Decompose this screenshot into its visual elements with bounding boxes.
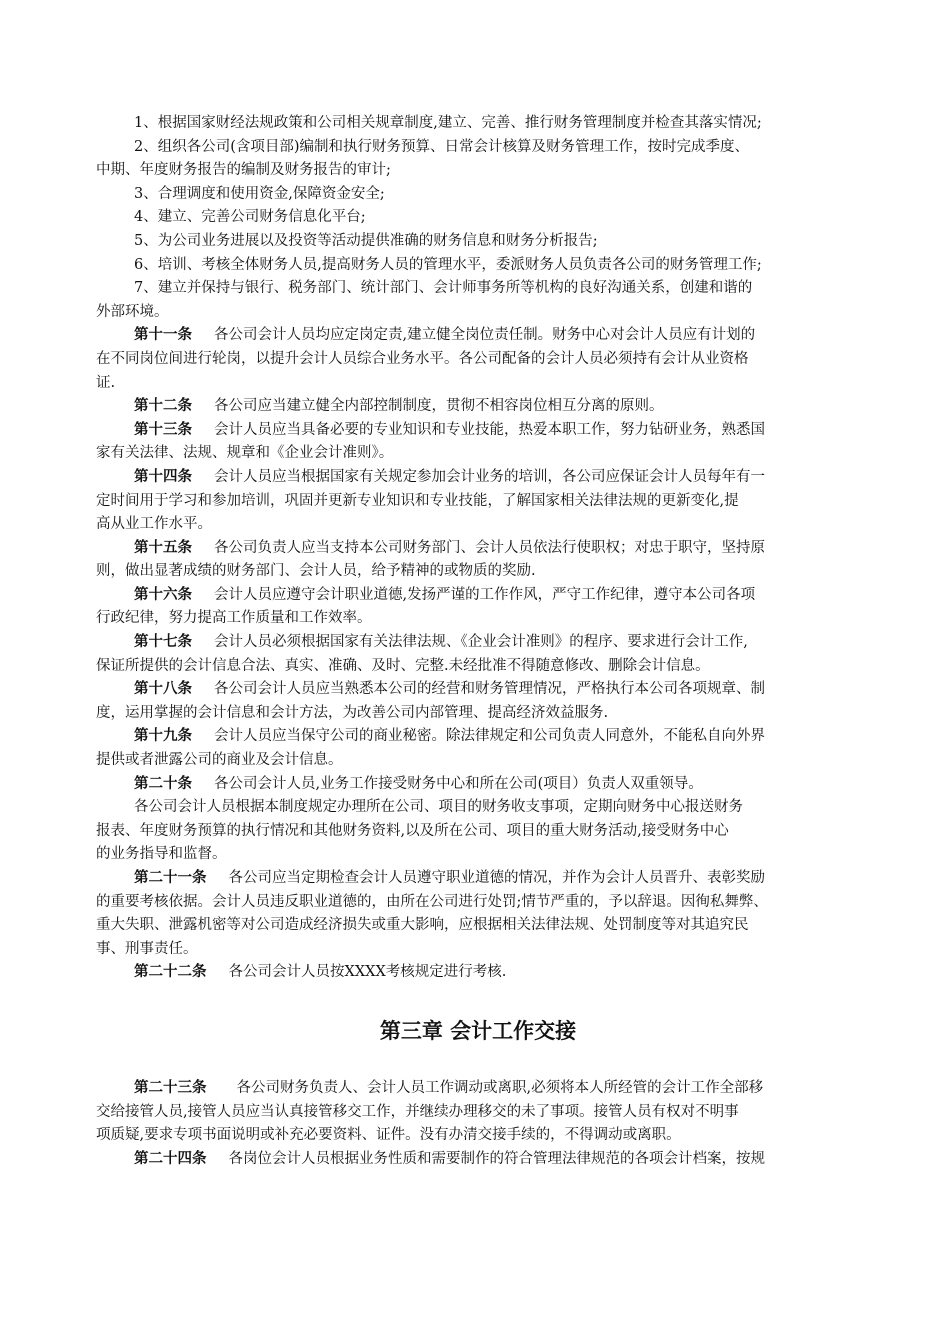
article-16 [96,584,860,608]
paragraph: 各公司会计人员根据本制度规定办理所在公司、项目的财务收支事项，定期向财务中心报送财务 [134,799,743,816]
article-12 [96,395,860,419]
article-text: 提供或者泄露公司的商业及会计信息。 [96,752,343,769]
article-21 [96,867,860,891]
article-label: 第十七条 [134,634,192,651]
list-item-cont: 外部环境。 [96,303,169,320]
list-item: 6、培训、考核全体财务人员,提高财务人员的管理水平，委派财务人员负责各公司的财务管理工作; [134,256,762,273]
article-text: 各公司会计人员按XXXX考核规定进行考核. [228,964,507,981]
article-text: 项质疑,要求专项书面说明或补充必要资料、证件。没有办清交接手续的，不得调动或离职。 [96,1127,681,1144]
article-text: 各公司会计人员均应定岗定责,建立健全岗位责任制。财务中心对会计人员应有计划的 [214,327,756,344]
chapter-title: 第三章 会计工作交接 [379,1018,577,1043]
article-text: 的重要考核依据。会计人员违反职业道德的，由所在公司进行处罚;情节严重的，予以辞退。因徇私舞弊、 [96,893,768,910]
article-text: 各公司财务负责人、会计人员工作调动或离职,必须将本人所经管的会计工作全部移 [236,1079,764,1096]
article-text: 会计人员应当根据国家有关规定参加会计业务的培训，各公司应保证会计人员每年有一 [214,468,765,485]
list-item: 1、根据国家财经法规政策和公司相关规章制度,建立、完善、推行财务管理制度并检查其落实情况; [134,115,762,131]
article-label: 第十三条 [134,421,192,438]
article-label: 第二十一条 [134,870,207,886]
article-text: 各公司会计人员,业务工作接受财务中心和所在公司(项目）负责人双重领导。 [214,775,703,792]
article-text: 各公司应当建立健全内部控制制度，贯彻不相容岗位相互分离的原则。 [214,398,664,415]
article-label: 第二十二条 [134,964,207,981]
article-text: 定时间用于学习和参加培训，巩固并更新专业知识和专业技能，了解国家相关法律法规的更新变化,提 [96,492,739,509]
article-19 [96,725,860,749]
list-item: 2、组织各公司(含项目部)编制和执行财务预算、日常会计核算及财务管理工作，按时完成季度、 [134,138,750,155]
article-text: 各岗位会计人员根据业务性质和需要制作的符合管理法律规范的各项会计档案，按规 [228,1150,765,1167]
article-label: 第十一条 [134,327,192,344]
article-label: 第十九条 [134,728,192,745]
article-15 [96,537,860,561]
paragraph: 的业务指导和监督。 [96,846,227,863]
article-text: 行政纪律，努力提高工作质量和工作效率。 [96,610,372,627]
article-24 [96,1148,860,1172]
article-text: 交给接管人员,接管人员应当认真接管移交工作，并继续办理移交的未了事项。接管人员有权对不明事 [96,1103,739,1120]
article-text: 会计人员应遵守会计职业道德,发扬严谨的工作作风，严守工作纪律，遵守本公司各项 [214,586,756,603]
article-label: 第二十三条 [134,1079,207,1096]
list-item: 3、合理调度和使用资金,保障资金安全; [134,185,385,202]
article-text: 证. [96,374,116,391]
article-label: 第十四条 [134,468,192,485]
article-text: 高从业工作水平。 [96,516,212,533]
article-23 [96,1077,860,1101]
article-label: 第十六条 [134,586,192,603]
article-22 [96,961,860,985]
article-label: 第十八条 [134,681,192,698]
list-item: 5、为公司业务进展以及投资等活动提供准确的财务信息和财务分析报告; [134,232,598,249]
article-text: 会计人员应当具备必要的专业知识和专业技能，热爱本职工作，努力钻研业务，熟悉国 [214,421,765,438]
article-text: 会计人员应当保守公司的商业秘密。除法律规定和公司负责人同意外，不能私自向外界 [214,728,765,745]
list-item-cont: 中期、年度财务报告的编制及财务报告的审计; [96,162,391,179]
list-item: 4、建立、完善公司财务信息化平台; [134,209,366,226]
article-text: 各公司会计人员应当熟悉本公司的经营和财务管理情况，严格执行本公司各项规章、制 [214,681,765,698]
article-11 [96,324,860,348]
article-text: 保证所提供的会计信息合法、真实、准确、及时、完整.未经批准不得随意修改、删除会计信息。 [96,657,710,674]
article-text: 各公司负责人应当支持本公司财务部门、会计人员依法行使职权；对忠于职守，坚持原 [214,539,765,556]
article-14 [96,466,860,490]
list-item: 7、建立并保持与银行、税务部门、统计部门、会计师事务所等机构的良好沟通关系，创建和谐的 [134,280,753,297]
article-text: 度，运用掌握的会计信息和会计方法，为改善公司内部管理、提高经济效益服务. [96,704,609,721]
article-label: 第十五条 [134,539,192,556]
article-text: 会计人员必须根据国家有关法律法规、《企业会计准则》的程序、要求进行会计工作, [214,634,748,651]
article-text: 各公司应当定期检查会计人员遵守职业道德的情况，并作为会计人员晋升、表彰奖励 [228,870,765,886]
article-text: 则，做出显著成绩的财务部门、会计人员，给予精神的或物质的奖励. [96,563,536,580]
article-text: 事、刑事责任。 [96,940,198,957]
article-20 [96,773,860,797]
article-13 [96,419,860,443]
article-label: 第二十四条 [134,1150,207,1167]
article-17 [96,631,860,655]
paragraph: 报表、年度财务预算的执行情况和其他财务资料,以及所在公司、项目的重大财务活动,接受财务中心 [96,822,729,839]
article-text: 重大失职、泄露机密等对公司造成经济损失或重大影响，应根据相关法律法规、处罚制度等对其追究民 [96,917,749,934]
document-page [96,112,860,1171]
article-text: 家有关法律、法规、规章和《企业会计准则》。 [96,445,394,462]
article-label: 第二十条 [134,775,192,792]
article-text: 在不同岗位间进行轮岗，以提升会计人员综合业务水平。各公司配备的会计人员必须持有会计从业资格 [96,350,749,367]
article-18 [96,678,860,702]
article-label: 第十二条 [134,398,192,415]
